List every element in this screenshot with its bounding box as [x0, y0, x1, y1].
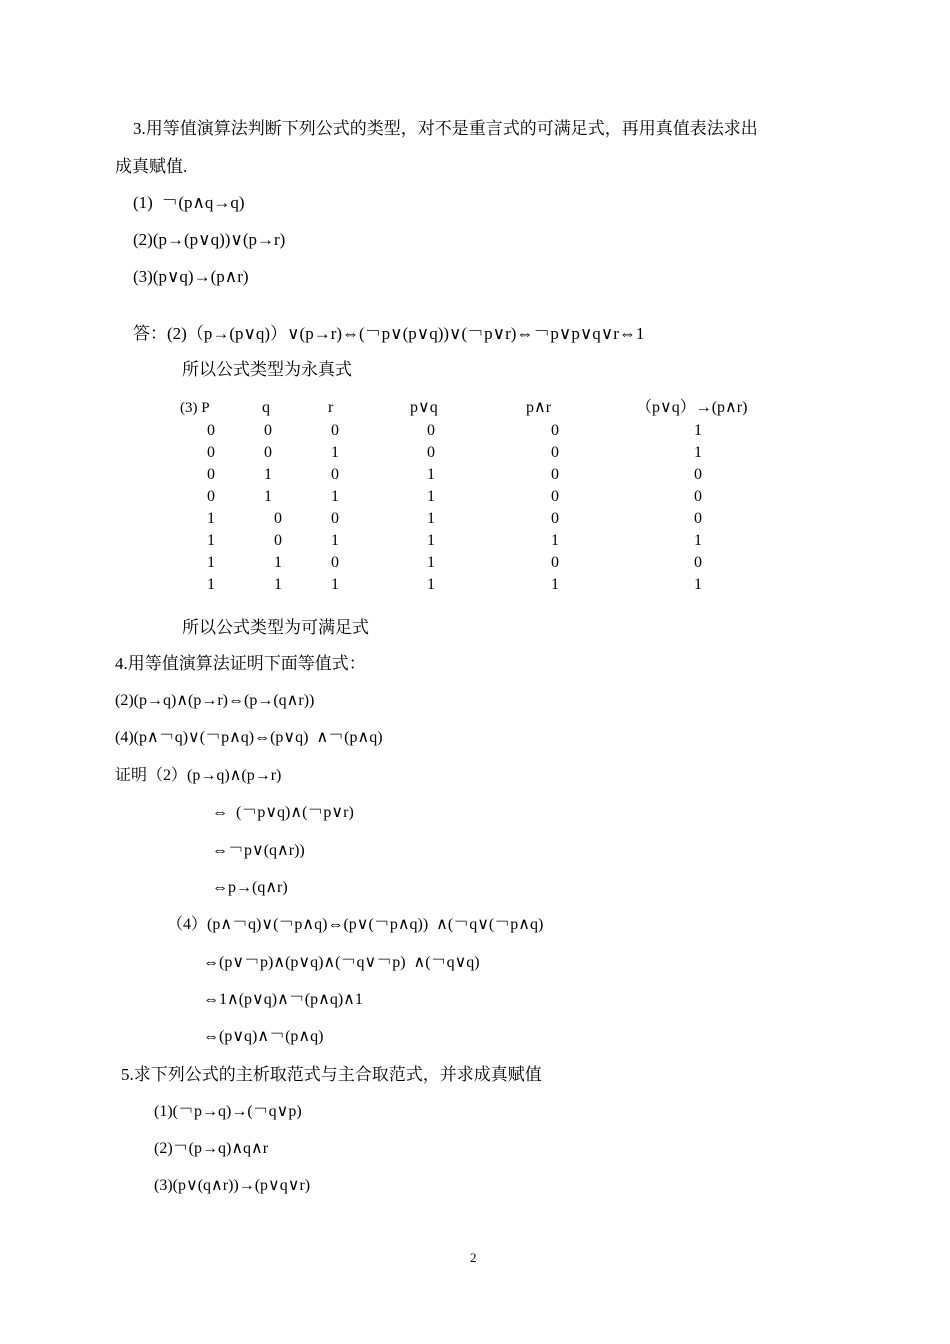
table-cell: 0 — [694, 466, 702, 483]
q4-proof2-line2: ⇔ (￢p∨q)∧(￢p∨r) — [212, 804, 354, 821]
q3-answer-line: 答：(2)（p→(p∨q)）∨(p→r)⇔(￢p∨(p∨q))∨(￢p∨r)⇔￢p∨p∨q∨r⇔1 — [133, 324, 645, 343]
table-cell: 0 — [207, 488, 215, 505]
q3-item-2: (2)(p→(p∨q))∨(p→r) — [133, 230, 286, 249]
table-cell: 1 — [264, 466, 272, 483]
table-cell: 1 — [274, 576, 282, 593]
table-cell: 0 — [331, 422, 339, 439]
q3-item-3: (3)(p∨q)→(p∧r) — [133, 267, 249, 286]
table-cell: 0 — [331, 554, 339, 571]
q4-item-4: (4)(p∧￢q)∨(￢p∧q)⇔(p∨q) ∧￢(p∧q) — [115, 729, 383, 746]
q3-item-1: (1) ￢(p∧q→q) — [133, 193, 245, 212]
table-cell: 0 — [207, 444, 215, 461]
q3-title-line1: 3.用等值演算法判断下列公式的类型，对不是重言式的可满足式，再用真值表法求出 — [133, 119, 758, 138]
table-cell: 0 — [551, 554, 559, 571]
table-cell: 1 — [207, 532, 215, 549]
q3-conclusion-3: 所以公式类型为可满足式 — [182, 618, 369, 637]
table-cell: 0 — [274, 532, 282, 549]
table-cell: 1 — [694, 532, 702, 549]
table-cell: 0 — [694, 488, 702, 505]
q4-proof2-line1: 证明（2）(p→q)∧(p→r) — [115, 767, 282, 784]
q5-item-1: (1)(￢p→q)→(￢q∨p) — [154, 1103, 302, 1120]
table-cell: 1 — [427, 576, 435, 593]
table-cell: 0 — [427, 422, 435, 439]
table-cell: 1 — [551, 576, 559, 593]
table-cell: 0 — [331, 466, 339, 483]
table-cell: 1 — [427, 532, 435, 549]
q3-conclusion-2: 所以公式类型为永真式 — [182, 360, 352, 379]
table-cell: 0 — [331, 510, 339, 527]
q5-title: 5.求下列公式的主析取范式与主合取范式，并求成真赋值 — [121, 1065, 542, 1084]
table-cell: 1 — [331, 488, 339, 505]
q4-proof4-line1: （4）(p∧￢q)∨(￢p∧q)⇔(p∨(￢p∧q)) ∧(￢q∨(￢p∧q) — [167, 916, 544, 933]
table-header-p-or-q: p∨q — [410, 399, 438, 416]
table-header-implication: （p∨q）→(p∧r) — [636, 399, 748, 416]
q4-proof4-line2: ⇔(p∨￢p)∧(p∨q)∧(￢q∨￢p) ∧(￢q∨q) — [203, 954, 480, 971]
table-cell: 1 — [331, 576, 339, 593]
table-cell: 0 — [427, 444, 435, 461]
table-cell: 1 — [427, 554, 435, 571]
table-header-q: q — [262, 399, 270, 416]
table-cell: 1 — [331, 444, 339, 461]
table-label: (3) P — [180, 400, 210, 416]
q5-item-3: (3)(p∨(q∧r))→(p∨q∨r) — [154, 1177, 311, 1194]
q4-item-2: (2)(p→q)∧(p→r)⇔(p→(q∧r)) — [115, 692, 315, 709]
q4-proof2-line3: ⇔￢p∨(q∧r)) — [212, 842, 305, 859]
table-cell: 1 — [551, 532, 559, 549]
q3-title-line2: 成真赋值. — [115, 157, 188, 176]
table-cell: 1 — [331, 532, 339, 549]
table-cell: 1 — [207, 576, 215, 593]
table-cell: 1 — [427, 488, 435, 505]
table-cell: 1 — [694, 444, 702, 461]
table-header-r: r — [328, 399, 334, 416]
table-cell: 1 — [427, 466, 435, 483]
q5-item-2: (2)￢(p→q)∧q∧r — [154, 1140, 269, 1157]
table-cell: 0 — [207, 466, 215, 483]
table-cell: 1 — [427, 510, 435, 527]
table-cell: 1 — [274, 554, 282, 571]
table-cell: 1 — [207, 510, 215, 527]
table-cell: 0 — [264, 444, 272, 461]
q4-title: 4.用等值演算法证明下面等值式： — [115, 654, 366, 673]
table-cell: 1 — [694, 422, 702, 439]
table-cell: 1 — [264, 488, 272, 505]
table-cell: 1 — [694, 576, 702, 593]
page-number: 2 — [470, 1250, 477, 1265]
table-header-p-and-r: p∧r — [526, 399, 552, 416]
table-cell: 1 — [207, 554, 215, 571]
q4-proof2-line4: ⇔p→(q∧r) — [212, 879, 288, 896]
table-cell: 0 — [694, 554, 702, 571]
table-cell: 0 — [551, 510, 559, 527]
table-cell: 0 — [551, 466, 559, 483]
table-cell: 0 — [694, 510, 702, 527]
table-cell: 0 — [551, 422, 559, 439]
table-cell: 0 — [264, 422, 272, 439]
table-cell: 0 — [551, 444, 559, 461]
q4-proof4-line4: ⇔(p∨q)∧￢(p∧q) — [203, 1028, 324, 1045]
q4-proof4-line3: ⇔1∧(p∨q)∧￢(p∧q)∧1 — [203, 991, 363, 1008]
table-cell: 0 — [207, 422, 215, 439]
table-cell: 0 — [274, 510, 282, 527]
table-cell: 0 — [551, 488, 559, 505]
